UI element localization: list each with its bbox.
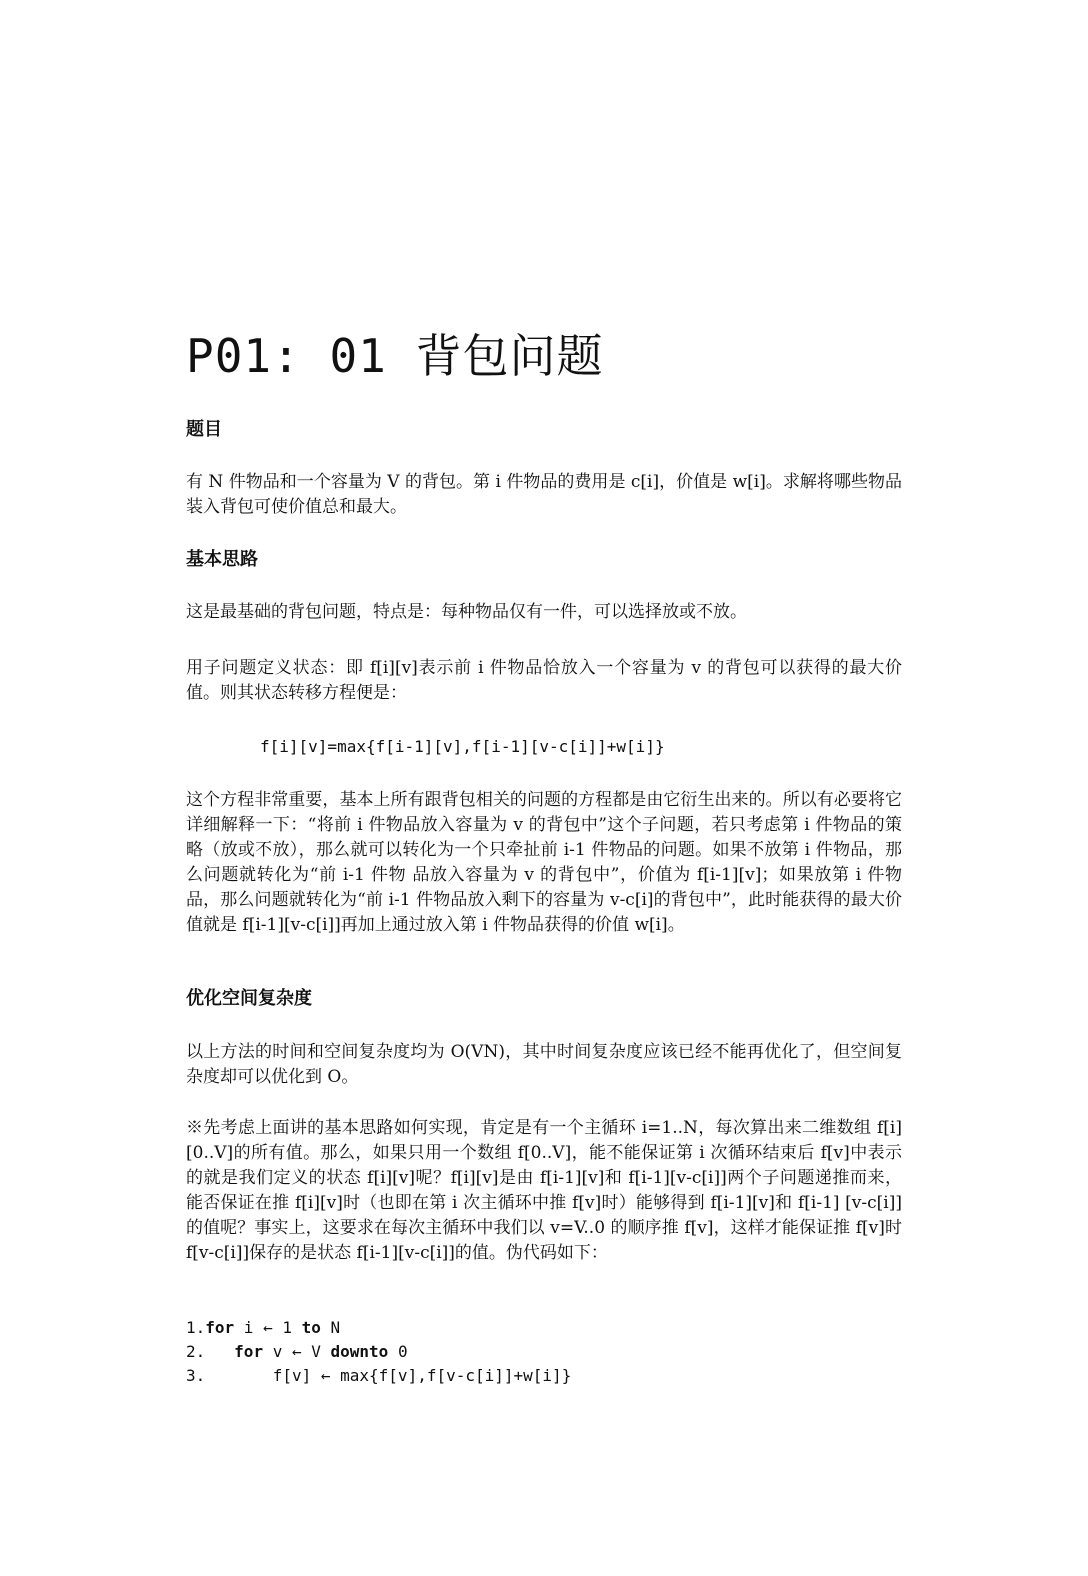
- line-number: 1.: [186, 1318, 206, 1337]
- code-text: N: [320, 1318, 341, 1337]
- code-text: 0: [388, 1342, 408, 1361]
- basic-idea-paragraph-1: 这是最基础的背包问题，特点是：每种物品仅有一件，可以选择放或不放。: [186, 602, 747, 622]
- basic-idea-paragraph-3: 这个方程非常重要，基本上所有跟背包相关的问题的方程都是由它衍生出来的。所以有必要将它详细解释一下：“将前 i 件物品放入容量为 v 的背包中”这个子问题，若只考虑第 i 件物品的策略（放或不放），那么就可以转化为一个只牵扯前 i-1 件物品的问题。如果不放第 i 件物品，那么问题就转化为“前 i-1 件物 品放入容量为 v 的背包中”，价值为 f[i-1][v]；如果放第 i 件物品，那么问题就转化为“前 i-1 件物品放入剩下的容量为 v-c[i]的背包中”，此时能获得的最大价值就是 f[i-1][v-c[i]]再加上通过放入第 i 件物品获得的价值 w[i]。: [186, 790, 902, 935]
- pseudocode-line-2: [186, 1340, 571, 1364]
- code-text: f[v] ← max{f[v],f[v-c[i]]+w[i]}: [272, 1366, 572, 1385]
- indent: [205, 1366, 272, 1385]
- pseudocode-line-1: [186, 1316, 571, 1340]
- space-optimization-paragraph-2: ※先考虑上面讲的基本思路如何实现，肯定是有一个主循环 i=1..N，每次算出来二维数组 f[i][0..V]的所有值。那么，如果只用一个数组 f[0..V]，能不能保证第 i 次循环结束后 f[v]中表示的就是我们定义的状态 f[i][v]呢？f[i][v]是由 f[i-1][v]和 f[i-1][v-c[i]]两个子问题递推而来，能否保证在推 f[i][v]时（也即在第 i 次主循环中推 f[v]时）能够得到 f[i-1][v]和 f[i-1] [v-c[i]]的值呢？事实上，这要求在每次主循环中我们以 v=V..0 的顺序推 f[v]，这样才能保证推 f[v]时 f[v-c[i]]保存的是状态 f[i-1][v-c[i]]的值。伪代码如下：: [186, 1118, 902, 1263]
- code-text: v ← V: [263, 1342, 331, 1361]
- keyword-for: for: [234, 1342, 264, 1361]
- problem-paragraph: 有 N 件物品和一个容量为 V 的背包。第 i 件物品的费用是 c[i]，价值是 w[i]。求解将哪些物品装入背包可使价值总和最大。: [186, 472, 902, 517]
- section-heading-basic-idea: 基本思路: [186, 549, 258, 570]
- page-title: P01: 01 背包问题: [186, 329, 604, 383]
- line-number: 2.: [186, 1342, 206, 1361]
- pseudocode-line-3: [186, 1364, 571, 1388]
- section-heading-space-optimization: 优化空间复杂度: [186, 988, 312, 1009]
- pseudocode-block: [186, 1316, 571, 1388]
- keyword-downto: downto: [330, 1342, 389, 1361]
- space-optimization-paragraph-1: 以上方法的时间和空间复杂度均为 O(VN)，其中时间复杂度应该已经不能再优化了，但空间复杂度却可以优化到 O。: [186, 1042, 902, 1087]
- section-heading-problem: 题目: [186, 419, 222, 440]
- code-text: i ← 1: [234, 1318, 302, 1337]
- basic-idea-paragraph-2: 用子问题定义状态：即 f[i][v]表示前 i 件物品恰放入一个容量为 v 的背包可以获得的最大价值。则其状态转移方程便是：: [186, 658, 902, 703]
- keyword-for: for: [205, 1318, 235, 1337]
- state-transition-formula: f[i][v]=max{f[i-1][v],f[i-1][v-c[i]]+w[i]}: [260, 737, 665, 756]
- keyword-to: to: [301, 1318, 321, 1337]
- line-number: 3.: [186, 1366, 206, 1385]
- indent: [205, 1342, 234, 1361]
